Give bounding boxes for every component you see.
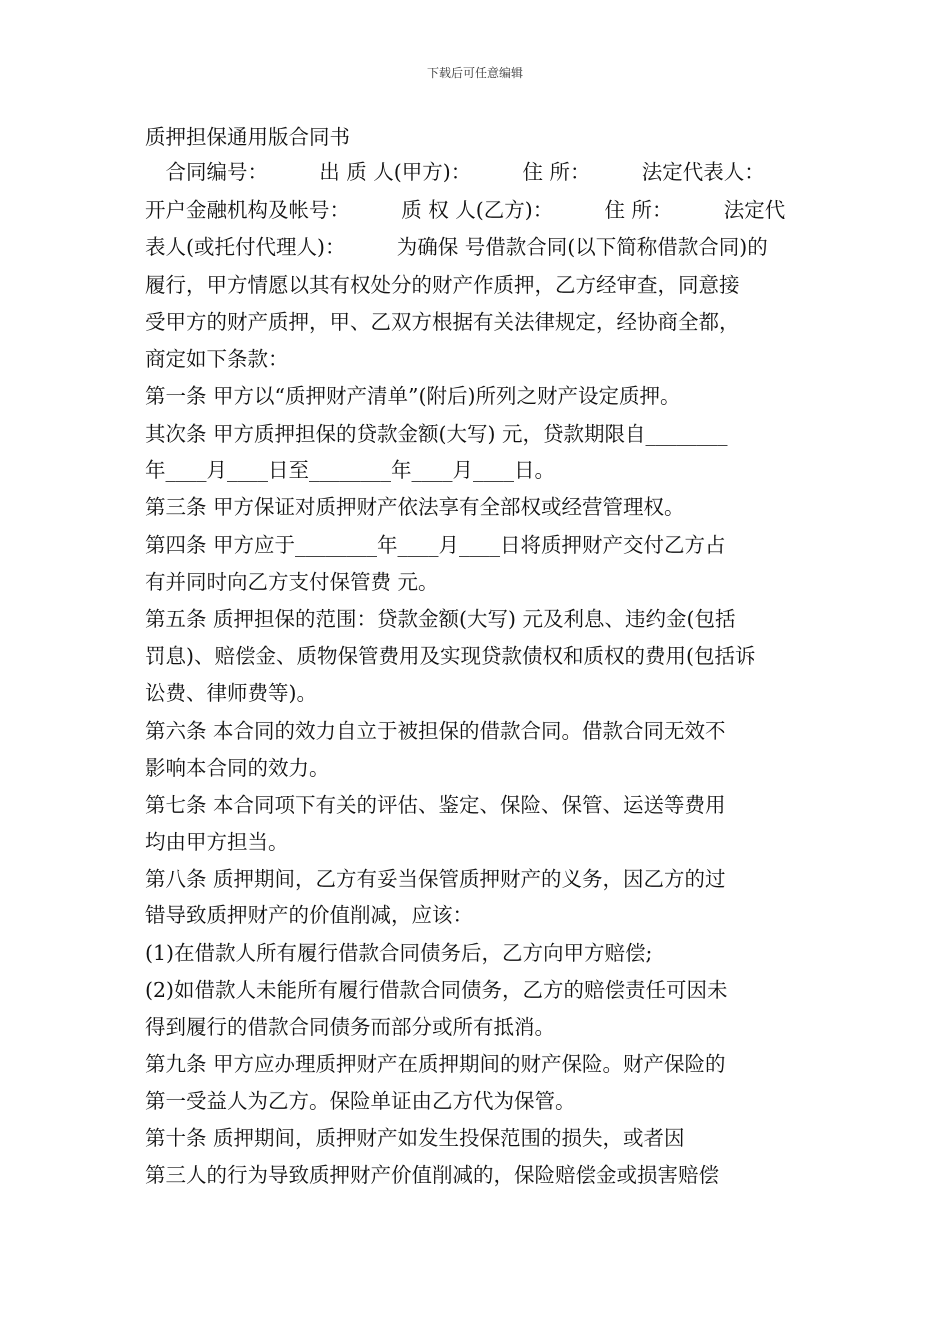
clause-line: 第五条 质押担保的范围：贷款金额(大写) 元及利息、违约金(包括 (145, 607, 736, 631)
clause-line: 第一条 甲方以“质押财产清单”(附后)所列之财产设定质押。 (145, 384, 681, 408)
text-line: 得到履行的借款合同债务而部分或所有抵消。 (145, 1015, 555, 1039)
text-line: 开户金融机构及帐号： 质 权 人(乙方)： 住 所： 法定代 (145, 198, 786, 222)
clause-line: 第四条 甲方应于________年____月____日将质押财产交付乙方占 (145, 533, 726, 557)
clause-line: 第九条 甲方应办理质押财产在质押期间的财产保险。财产保险的 (145, 1052, 726, 1076)
document-title: 质押担保通用版合同书 (145, 125, 350, 149)
clause-line: 其次条 甲方质押担保的贷款金额(大写) 元，贷款期限自________ (145, 422, 728, 446)
clause-line: 第六条 本合同的效力自立于被担保的借款合同。借款合同无效不 (145, 719, 726, 743)
text-line: 履行，甲方情愿以其有权处分的财产作质押，乙方经审查，同意接 (145, 273, 740, 297)
text-line: 年____月____日至________年____月____日。 (145, 458, 555, 482)
text-line: 均由甲方担当。 (145, 830, 289, 854)
text-line: 影响本合同的效力。 (145, 756, 330, 780)
text-line: 有并同时向乙方支付保管费 元。 (145, 570, 439, 594)
clause-line: 第八条 质押期间，乙方有妥当保管质押财产的义务，因乙方的过 (145, 867, 726, 891)
list-item: (2)如借款人未能所有履行借款合同债务，乙方的赔偿责任可因未 (145, 978, 728, 1002)
text-line: 第三人的行为导致质押财产价值削减的，保险赔偿金或损害赔偿 (145, 1163, 719, 1187)
clause-line: 第七条 本合同项下有关的评估、鉴定、保险、保管、运送等费用 (145, 793, 726, 817)
clause-line: 第三条 甲方保证对质押财产依法享有全部权或经营管理权。 (145, 495, 685, 519)
text-line: 表人(或托付代理人)： 为确保 号借款合同(以下简称借款合同)的 (145, 235, 768, 259)
text-line: 罚息)、赔偿金、质物保管费用及实现贷款债权和质权的费用(包括诉 (145, 644, 756, 668)
text-line: 合同编号： 出 质 人(甲方)： 住 所： 法定代表人： (145, 160, 765, 184)
text-line: 第一受益人为乙方。保险单证由乙方代为保管。 (145, 1089, 576, 1113)
list-item: (1)在借款人所有履行借款合同债务后，乙方向甲方赔偿; (145, 941, 653, 965)
text-line: 受甲方的财产质押，甲、乙双方根据有关法律规定，经协商全都， (145, 310, 740, 334)
text-line: 商定如下条款： (145, 347, 289, 371)
text-line: 讼费、律师费等)。 (145, 681, 317, 705)
text-line: 错导致质押财产的价值削减，应该： (145, 903, 473, 927)
clause-line: 第十条 质押期间，质押财产如发生投保范围的损失，或者因 (145, 1126, 685, 1150)
page-header: 下载后可任意编辑 (426, 66, 523, 80)
